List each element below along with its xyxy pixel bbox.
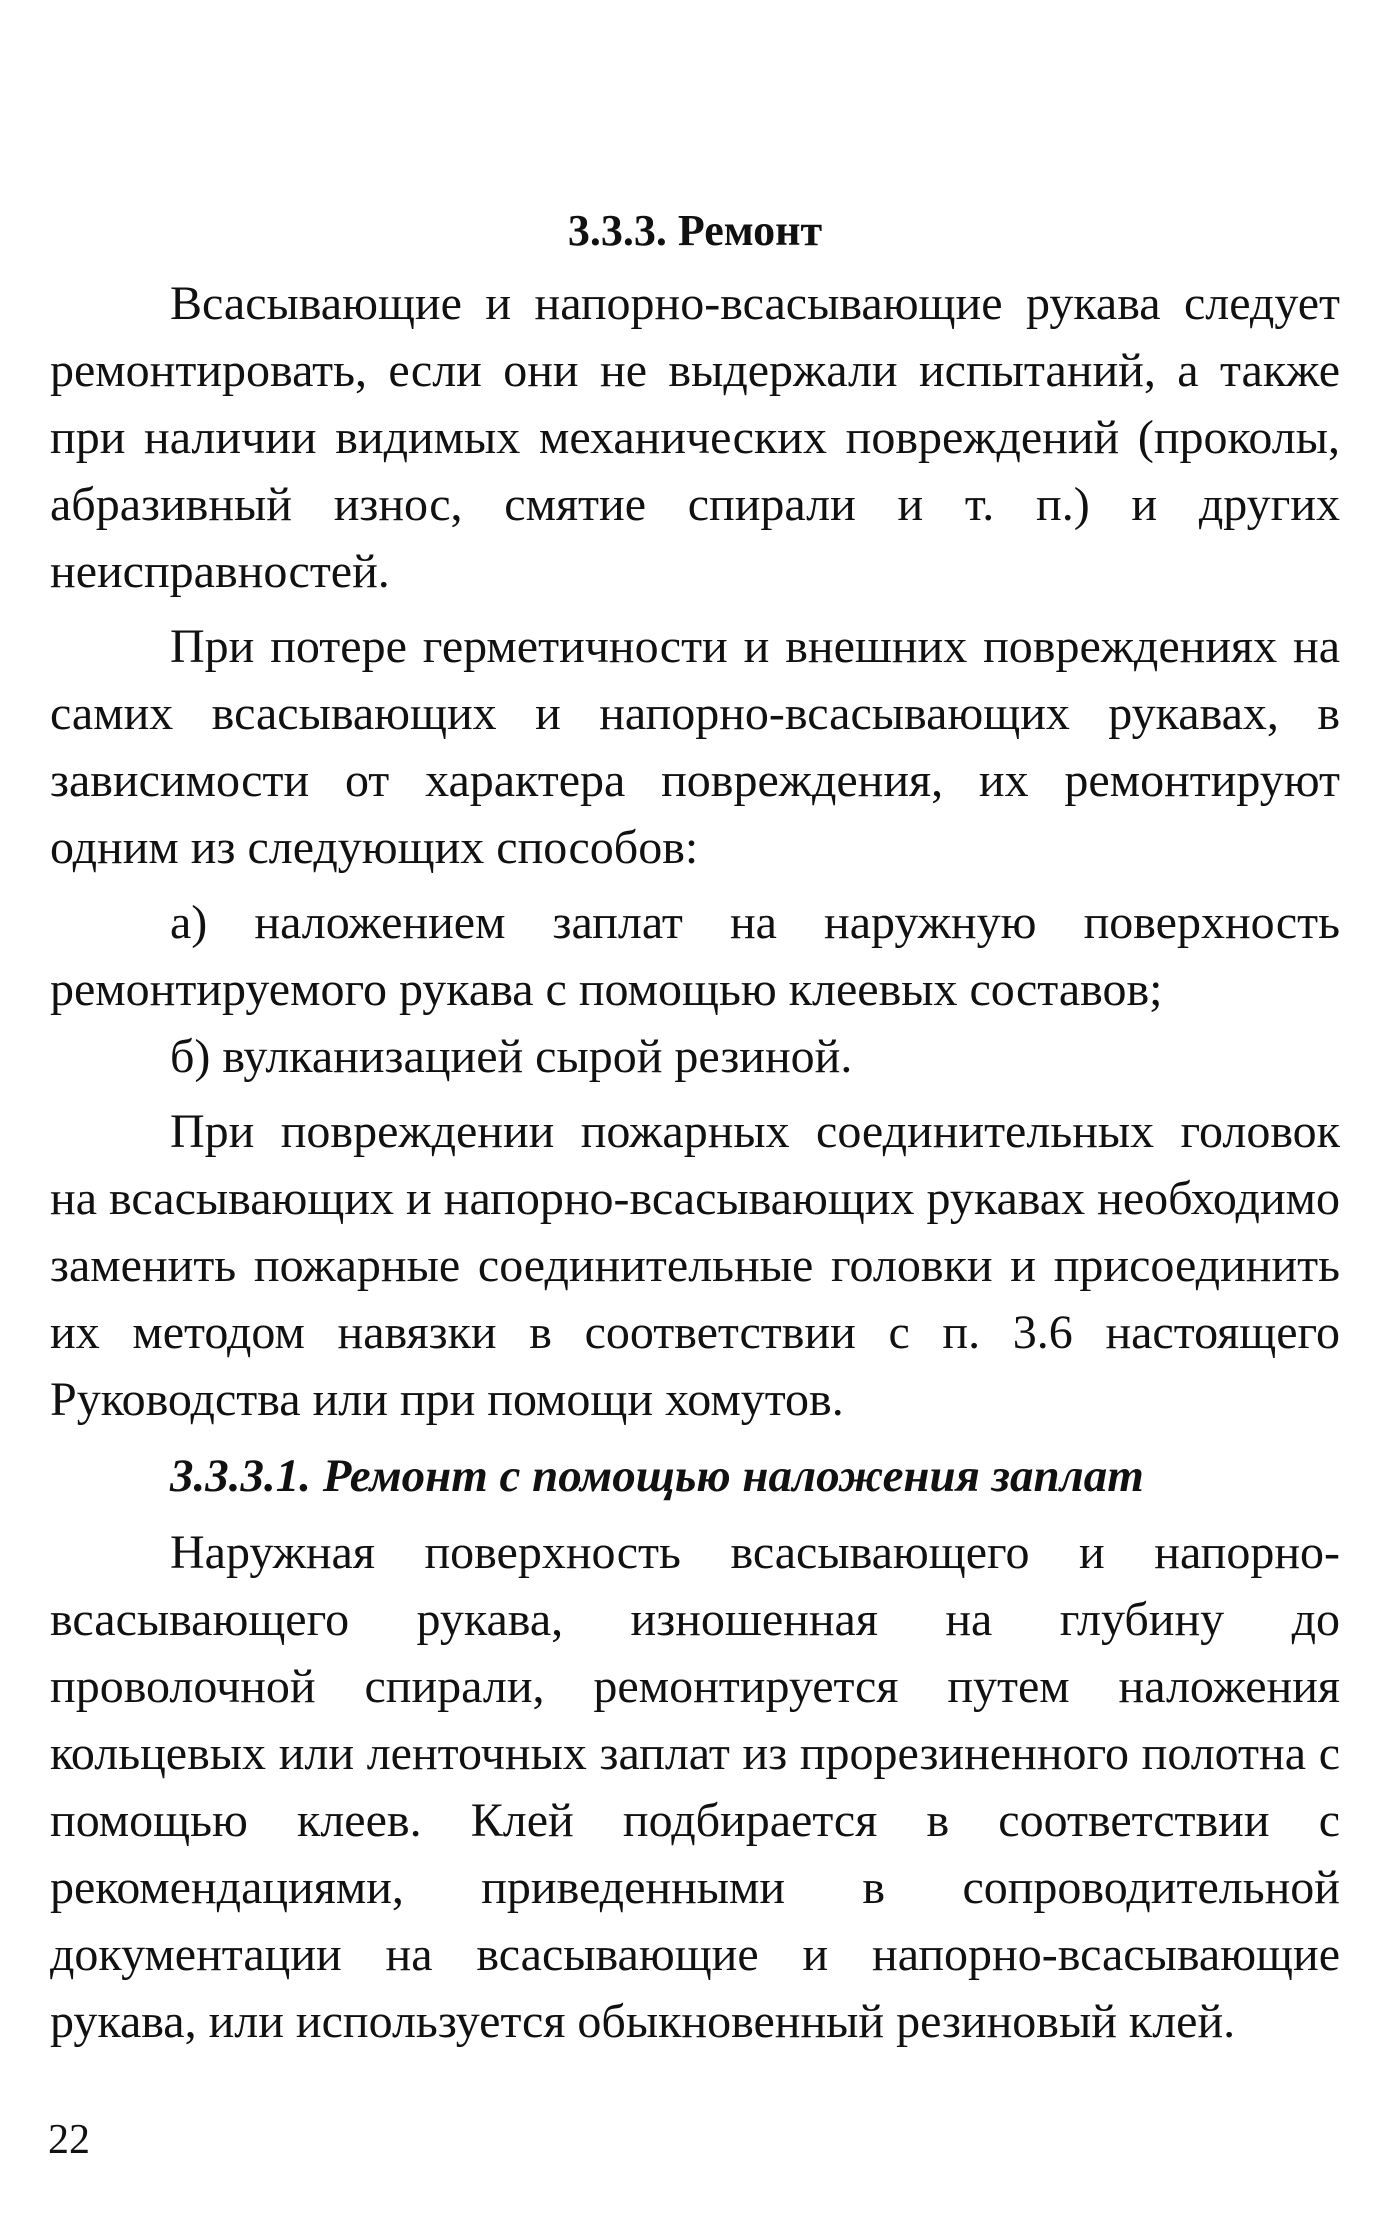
list-item-vulcanization: б) вулканизацией сырой резиной. <box>170 1030 853 1083</box>
paragraph-coupling-heads: При повреждении пожарных соединительных головок на всасывающих и напорно-всасывающих рукавах необходимо заменить пожарные соединительные головки и присоединить их методом навязки в соответствии с п. 3.6 настоящего Руководства или при помощи хомутов. <box>50 1105 1340 1426</box>
page-number: 22 <box>48 2117 90 2163</box>
subsection-heading: 3.3.3.1. Ремонт с помощью наложения заплат <box>170 1450 1144 1502</box>
list-item-patches: а) наложением заплат на наружную поверхность ремонтируемого рукава с помощью клеевых составов; <box>50 896 1340 1016</box>
page-content <box>50 200 1340 2063</box>
paragraph-patch-repair: Наружная поверхность всасывающего и напорно-всасывающего рукава, изношенная на глубину до проволочной спирали, ремонтируется путем наложения кольцевых или ленточных заплат из прорезиненного полотна с помощью клеев. Клей подбирается в соответствии с рекомендациями, приведенными в сопроводительной документации на всасывающие и напорно-всасывающие рукава, или используется обыкновенный резиновый клей. <box>50 1526 1340 2048</box>
paragraph-repair-methods: При потере герметичности и внешних повреждениях на самих всасывающих и напорно-всасывающих рукавах, в зависимости от характера повреждения, их ремонтируют одним из следующих способов: <box>50 620 1340 874</box>
section-heading: 3.3.3. Ремонт <box>567 206 823 255</box>
paragraph-repair-conditions: Всасывающие и напорно-всасывающие рукава следует ремонтировать, если они не выдержали испытаний, а также при наличии видимых механических повреждений (проколы, абразивный износ, смятие спирали и т. п.) и других неисправностей. <box>50 277 1340 598</box>
